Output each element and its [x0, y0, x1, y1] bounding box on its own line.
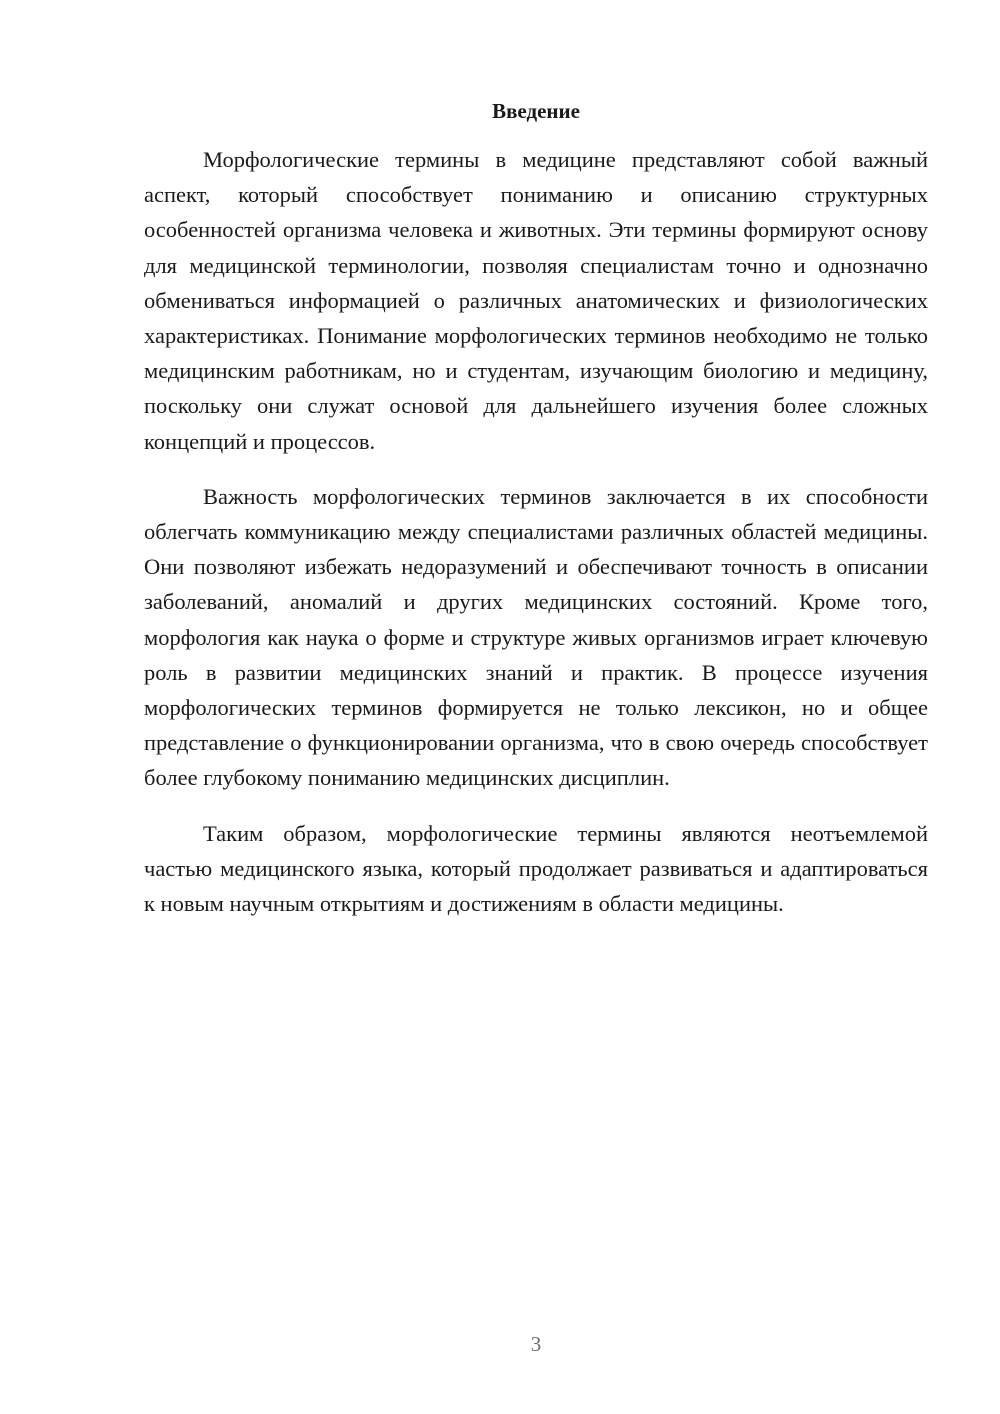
- paragraph-2: Важность морфологических терминов заключается в их способности облегчать коммуникацию между специалистами различных областей медицины. Они позволяют избежать недоразумений и обеспечивают точность в описании заболеваний, аномалий и других медицинских состояний. Кроме того, морфология как наука о форме и структуре живых организмов играет ключевую роль в развитии медицинских знаний и практик. В процессе изучения морфологических терминов формируется не только лексикон, но и общее представление о функционировании организма, что в свою очередь способствует более глубокому пониманию медицинских дисциплин.: [144, 483, 928, 791]
- section-heading: Введение: [492, 99, 580, 123]
- paragraph-1: Морфологические термины в медицине представляют собой важный аспект, который способствует пониманию и описанию структурных особенностей организма человека и животных. Эти термины формируют основу для медицинской терминологии, позволяя специалистам точно и однозначно обмениваться информацией о различных анатомических и физиологических характеристиках. Понимание морфологических терминов необходимо не только медицинским работникам, но и студентам, изучающим биологию и медицину, поскольку они служат основой для дальнейшего изучения более сложных концепций и процессов.: [144, 147, 928, 454]
- body-text: [144, 142, 928, 941]
- paragraph-3: Таким образом, морфологические термины являются неотъемлемой частью медицинского языка, который продолжает развиваться и адаптироваться к новым научным открытиям и достижениям в области медицины.: [144, 820, 928, 917]
- page-number: 3: [530, 1332, 542, 1356]
